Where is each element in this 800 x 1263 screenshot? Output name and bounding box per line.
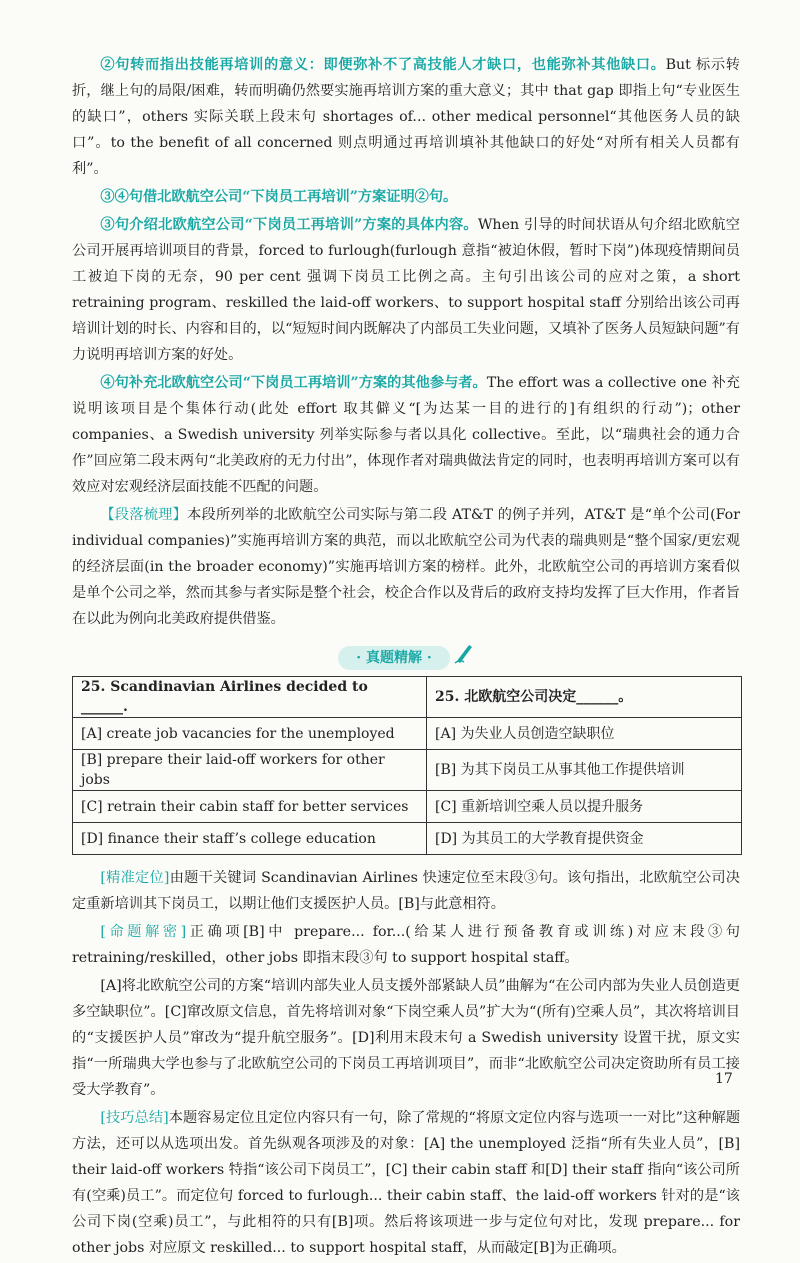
table-row <box>73 677 742 718</box>
question-table <box>72 676 742 855</box>
explanation-tips <box>72 1105 740 1261</box>
paragraph-sentence-3-4 <box>72 184 740 210</box>
page-number: 17 <box>715 1071 733 1087</box>
option-b-en: [B] prepare their laid-off workers for other jobs <box>73 750 427 791</box>
body-text: 正确项[B]中 prepare... for...(给某人进行预备教育或训练)对应末段③句 retraining/reskilled，other jobs 即指末段③句 to support hospital staff。 <box>72 924 740 966</box>
page-content <box>72 52 740 1263</box>
highlight-heading: ③④句借北欧航空公司“下岗员工再培训”方案证明②句。 <box>100 189 458 205</box>
option-d-en: [D] finance their staff’s college education <box>73 823 427 855</box>
body-text: [A]将北欧航空公司的方案“培训内部失业人员支援外部紧缺人员”曲解为“在公司内部为失业人员创造更多空缺职位”。[C]窜改原文信息，首先将培训对象“下岗空乘人员”扩大为“(所有)空乘人员”，其次将培训目的“支援医护人员”窜改为“提升航空服务”。[D]利用末段末句 a Swedish university 设置干扰，原文实指“一所瑞典大学也参与了北欧航空公司的下岗员工再培训项目”，而非“北欧航空公司决定资助所有员工接受大学教育”。 <box>72 978 740 1098</box>
question-stem-zh: 25. 北欧航空公司决定______。 <box>427 677 742 718</box>
section-tag: 【段落梳理】 <box>100 507 188 523</box>
paragraph-sentence-4 <box>72 370 740 500</box>
table-row <box>73 750 742 791</box>
pen-icon <box>454 642 474 673</box>
body-text: But 标示转折，继上句的局限/困难，转而明确仍然要实施再培训方案的重大意义；其中 that gap 即指上句“专业医生的缺口”，others 实际关联上段末句 shortages of... other medical personnel“其他医务人员的缺口”。to the benefit of all concerned 则点明通过再培训填补其他缺口的好处“对所有相关人员都有利”。 <box>72 57 740 177</box>
highlight-heading: ③句介绍北欧航空公司“下岗员工再培训”方案的具体内容。 <box>100 217 478 233</box>
body-text: 由题干关键词 Scandinavian Airlines 快速定位至末段③句。该句指出，北欧航空公司决定重新培训其下岗员工，以期让他们支援医护人员。[B]与此意相符。 <box>72 870 740 912</box>
paragraph-sentence-3 <box>72 212 740 368</box>
explanation-locate <box>72 865 740 917</box>
option-b-zh: [B] 为其下岗员工从事其他工作提供培训 <box>427 750 742 791</box>
table-row <box>73 823 742 855</box>
section-heading: · 真题精解 · <box>338 646 450 670</box>
highlight-heading: ②句转而指出技能再培训的意义：即便弥补不了高技能人才缺口，也能弥补其他缺口。 <box>100 57 666 73</box>
body-text: 本题容易定位且定位内容只有一句，除了常规的“将原文定位内容与选项一一对比”这种解题方法，还可以从选项出发。首先纵观各项涉及的对象：[A] the unemployed 泛指“所有失业人员”，[B] their laid-off workers 特指“该公司下岗员工”，[C] their cabin staff 和[D] their staff 指向“该公司所有(空乘)员工”。而定位句 forced to furlough... their cabin staff、the laid-off workers 针对的是“该公司下岗(空乘)员工”，与此相符的只有[B]项。然后将该项进一步与定位句对比，发现 prepare... for other jobs 对应原文 reskilled... to support hospital staff，从而敲定[B]为正确项。 <box>72 1110 741 1256</box>
body-text: The effort was a collective one 补充说明该项目是个集体行动(此处 effort 取其僻义“[为达某一目的进行的]有组织的行动”)；other companies、a Swedish university 列举实际参与者以具化 collective。至此，以“瑞典社会的通力合作”回应第二段末两句“北美政府的无力付出”，体现作者对瑞典做法肯定的同时，也表明再培训方案可以有效应对宏观经济层面技能不匹配的问题。 <box>72 375 740 495</box>
option-c-zh: [C] 重新培训空乘人员以提升服务 <box>427 791 742 823</box>
section-tag: [命题解密] <box>100 924 187 940</box>
explanation-decode <box>72 919 740 971</box>
option-c-en: [C] retrain their cabin staff for better services <box>73 791 427 823</box>
section-tag: [精准定位] <box>100 870 170 886</box>
question-stem-en: 25. Scandinavian Airlines decided to ______. <box>73 677 427 718</box>
explanation-distractors <box>72 973 740 1103</box>
body-text: 本段所列举的北欧航空公司实际与第二段 AT&T 的例子并列，AT&T 是“单个公司(For individual companies)”实施再培训方案的典范，而以北欧航空公司为代表的瑞典则是“整个国家/更宏观的经济层面(in the broader economy)”实施再培训方案的榜样。此外，北欧航空公司的再培训方案看似是单个公司之举，然而其参与者实际是整个社会，校企合作以及背后的政府支持均发挥了巨大作用，作者旨在以此为例向北美政府提供借鉴。 <box>72 507 740 627</box>
paragraph-sentence-2 <box>72 52 740 182</box>
section-heading-wrap <box>72 642 740 668</box>
section-tag: [技巧总结] <box>100 1110 169 1126</box>
option-a-en: [A] create job vacancies for the unemployed <box>73 718 427 750</box>
highlight-heading: ④句补充北欧航空公司“下岗员工再培训”方案的其他参与者。 <box>100 375 487 391</box>
table-row <box>73 718 742 750</box>
option-d-zh: [D] 为其员工的大学教育提供资金 <box>427 823 742 855</box>
table-row <box>73 791 742 823</box>
option-a-zh: [A] 为失业人员创造空缺职位 <box>427 718 742 750</box>
body-text: When 引导的时间状语从句介绍北欧航空公司开展再培训项目的背景，forced to furlough(furlough 意指“被迫休假，暂时下岗”)体现疫情期间员工被迫下岗的无奈，90 per cent 强调下岗员工比例之高。主句引出该公司的应对之策，a short retraining program、reskilled the laid-off workers、to support hospital staff 分别给出该公司再培训计划的时长、内容和目的，以“短短时间内既解决了内部员工失业问题，又填补了医务人员短缺问题”有力说明再培训方案的好处。 <box>72 217 740 363</box>
paragraph-summary <box>72 502 740 632</box>
